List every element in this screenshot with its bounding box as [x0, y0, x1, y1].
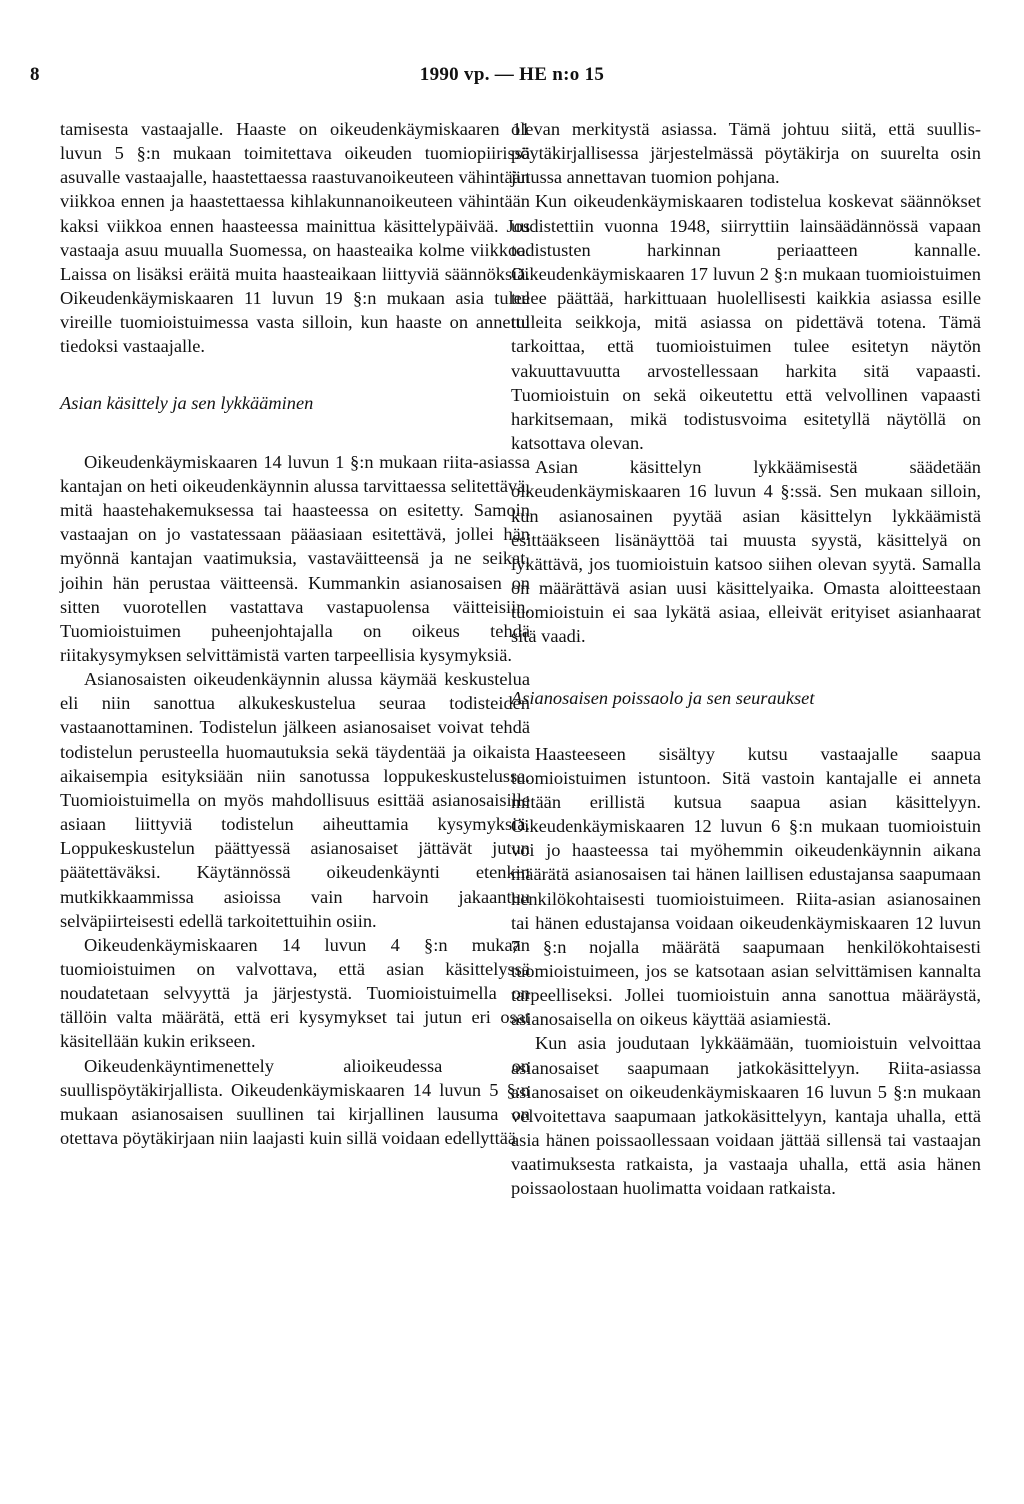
- section-heading: Asianosaisen poissaolo ja sen seuraukset: [511, 688, 815, 709]
- paragraph: Oikeudenkäyntimenettely alioikeudessa on suullispöytäkirjallista. Oikeudenkäymiskaaren 14 luvun 5 §:n mukaan asianosaisen suullinen tai kirjallinen lausuma on otettava pöytäkirjaan niin laajasti kuin sillä voidaan edellyttää: [60, 1055, 530, 1149]
- paragraph: Oikeudenkäymiskaaren 14 luvun 1 §:n mukaan riita-asiassa kantajan on heti oikeudenkäynnin alussa tarvittaessa selitettävä, mitä haastehakemuksessa tai haasteessa on esitetty. Samoin vastaajan on jo vastatessaan pääasiaan esitettävä, jollei hän myönnä kantajan vaatimuksia, vastaväitteensä ja ne seikat, joihin hän perustaa väitteensä. Kummankin asianosaisen on sitten vuorotellen vastattava vastapuolensa väitteisiin. Tuomioistuimen puheenjohtajalla on oikeus tehdä riitakysymyksen selvittämistä varten tarpeellisia kysymyksiä.: [60, 451, 530, 665]
- section-heading: Asian käsittely ja sen lykkääminen: [60, 392, 314, 413]
- paragraph: Haasteeseen sisältyy kutsu vastaajalle saapua tuomioistuimen istuntoon. Sitä vastoin kantajalle ei anneta mitään erillistä kutsua saapua asian käsittelyyn. Oikeudenkäymiskaaren 12 luvun 6 §:n mukaan tuomioistuin voi jo haasteessa tai myöhemmin oikeudenkäynnin aikana määrätä asianosaisen tai hänen laillisen edustajansa saapumaan henkilökohtaisesti tuomioistuimeen. Riita-asian asianosainen tai hänen edustajansa voidaan oikeudenkäymiskaaren 12 luvun 7 §:n nojalla määrätä saapumaan henkilökohtaisesti tuomioistuimeen, jos se katsotaan asian selvittämisen kannalta tarpeelliseksi. Jollei tuomioistuin anna sanottua määräystä, asianosaisella on oikeus käyttää asiamiestä.: [511, 743, 981, 1030]
- right-column: [511, 117, 981, 1201]
- paragraph: Kun oikeudenkäymiskaaren todistelua koskevat säännökset uudistettiin vuonna 1948, siirryttiin lainsäädännössä vapaan todistusten harkinnan periaatteen kannalle. Oikeudenkäymiskaaren 17 luvun 2 §:n mukaan tuomioistuimen tulee päättää, harkittuaan huolellisesti kaikkia asiassa esille tulleita seikkoja, mitä asiassa on pidettävä totena. Tämä tarkoittaa, että tuomioistuimen tulee esitetyn näytön vakuuttavuutta arvostellessaan harkita sitä vapaasti. Tuomioistuin on sekä oikeutettu että velvollinen vapaasti harkitsemaan, mikä todistusvoima esitetyllä näytöllä on katsottava olevan.: [511, 191, 981, 454]
- running-title: 1990 vp. — HE n:o 15: [419, 64, 605, 85]
- paragraph: Asian käsittelyn lykkäämisestä säädetään oikeudenkäymiskaaren 16 luvun 4 §:ssä. Sen mukaan silloin, kun asianosainen pyytää asian käsittelyn lykkäämistä esittääkseen lisänäyttöä tai muusta syystä, käsittelyä on lykättävä, jos tuomioistuin katsoo siihen olevan syytä. Samalla on määrättävä asian uusi käsittelyaika. Omasta aloitteestaan tuomioistuin ei saa lykätä asiaa, elleivät erityiset asianhaarat sitä vaadi.: [511, 457, 981, 647]
- page-number: 8: [30, 64, 40, 85]
- left-column: [60, 117, 530, 1150]
- paragraph: Kun asia joudutaan lykkäämään, tuomioistuin velvoittaa asianosaiset saapumaan jatkokäsittelyyn. Riita-asiassa asianosaiset on oikeudenkäymiskaaren 16 luvun 5 §:n mukaan velvoitettava saapumaan jatkokäsittelyyn, kantaja uhalla, että asia hänen poissaollessaan voidaan jättää sillensä tai vastaajan vaatimuksesta ratkaista, ja vastaaja uhalla, että asia hänen poissaolostaan huolimatta voidaan ratkaista.: [511, 1033, 981, 1199]
- paragraph: tamisesta vastaajalle. Haaste on oikeudenkäymiskaaren 11 luvun 5 §:n mukaan toimitettava oikeuden tuomiopiirissä asuvalle vastaajalle, haastettaessa raastuvanoikeuteen vähintään viikkoa ennen ja haastettaessa kihlakunnanoikeuteen vähintään kaksi viikkoa ennen haasteessa mainittua käsittelypäivää. Jos vastaaja asuu muualla Suomessa, on haasteaika kolme viikkoa. Laissa on lisäksi eräitä muita haasteaikaan liittyviä säännöksiä. Oikeudenkäymiskaaren 11 luvun 19 §:n mukaan asia tulee vireille tuomioistuimessa vasta silloin, kun haaste on annettu tiedoksi vastaajalle.: [60, 119, 530, 357]
- paragraph: Asianosaisten oikeudenkäynnin alussa käymää keskustelua eli niin sanottua alkukeskustelua seuraa todisteiden vastaanottaminen. Todistelun jälkeen asianosaiset voivat tehdä todistelun perusteella huomautuksia sekä täydentää ja oikaista aikaisempia esityksiään niin sanotussa loppukeskustelussa. Tuomioistuimella on myös mahdollisuus esittää asianosaisille asiaan liittyviä todistelun aiheuttamia kysymyksiä. Loppukeskustelun päättyessä asianosaiset jättävät jutun päätettäväksi. Käytännössä oikeudenkäynti etenkin mutkikkaammissa asioissa vain harvoin jakaantuu selväpiirteisesti edellä tarkoitettuihin osiin.: [60, 669, 530, 931]
- paragraph: olevan merkitystä asiassa. Tämä johtuu siitä, että suullis-pöytäkirjallisessa järjestelmässä pöytäkirja on suurelta osin jutussa annettavan tuomion pohjana.: [511, 119, 981, 188]
- paragraph: Oikeudenkäymiskaaren 14 luvun 4 §:n mukaan tuomioistuimen on valvottava, että asian käsittelyssä noudatetaan selvyyttä ja järjestystä. Tuomioistuimella on tällöin valta määrätä, että eri kysymykset tai jutun eri osat käsitellään kukin erikseen.: [60, 934, 530, 1052]
